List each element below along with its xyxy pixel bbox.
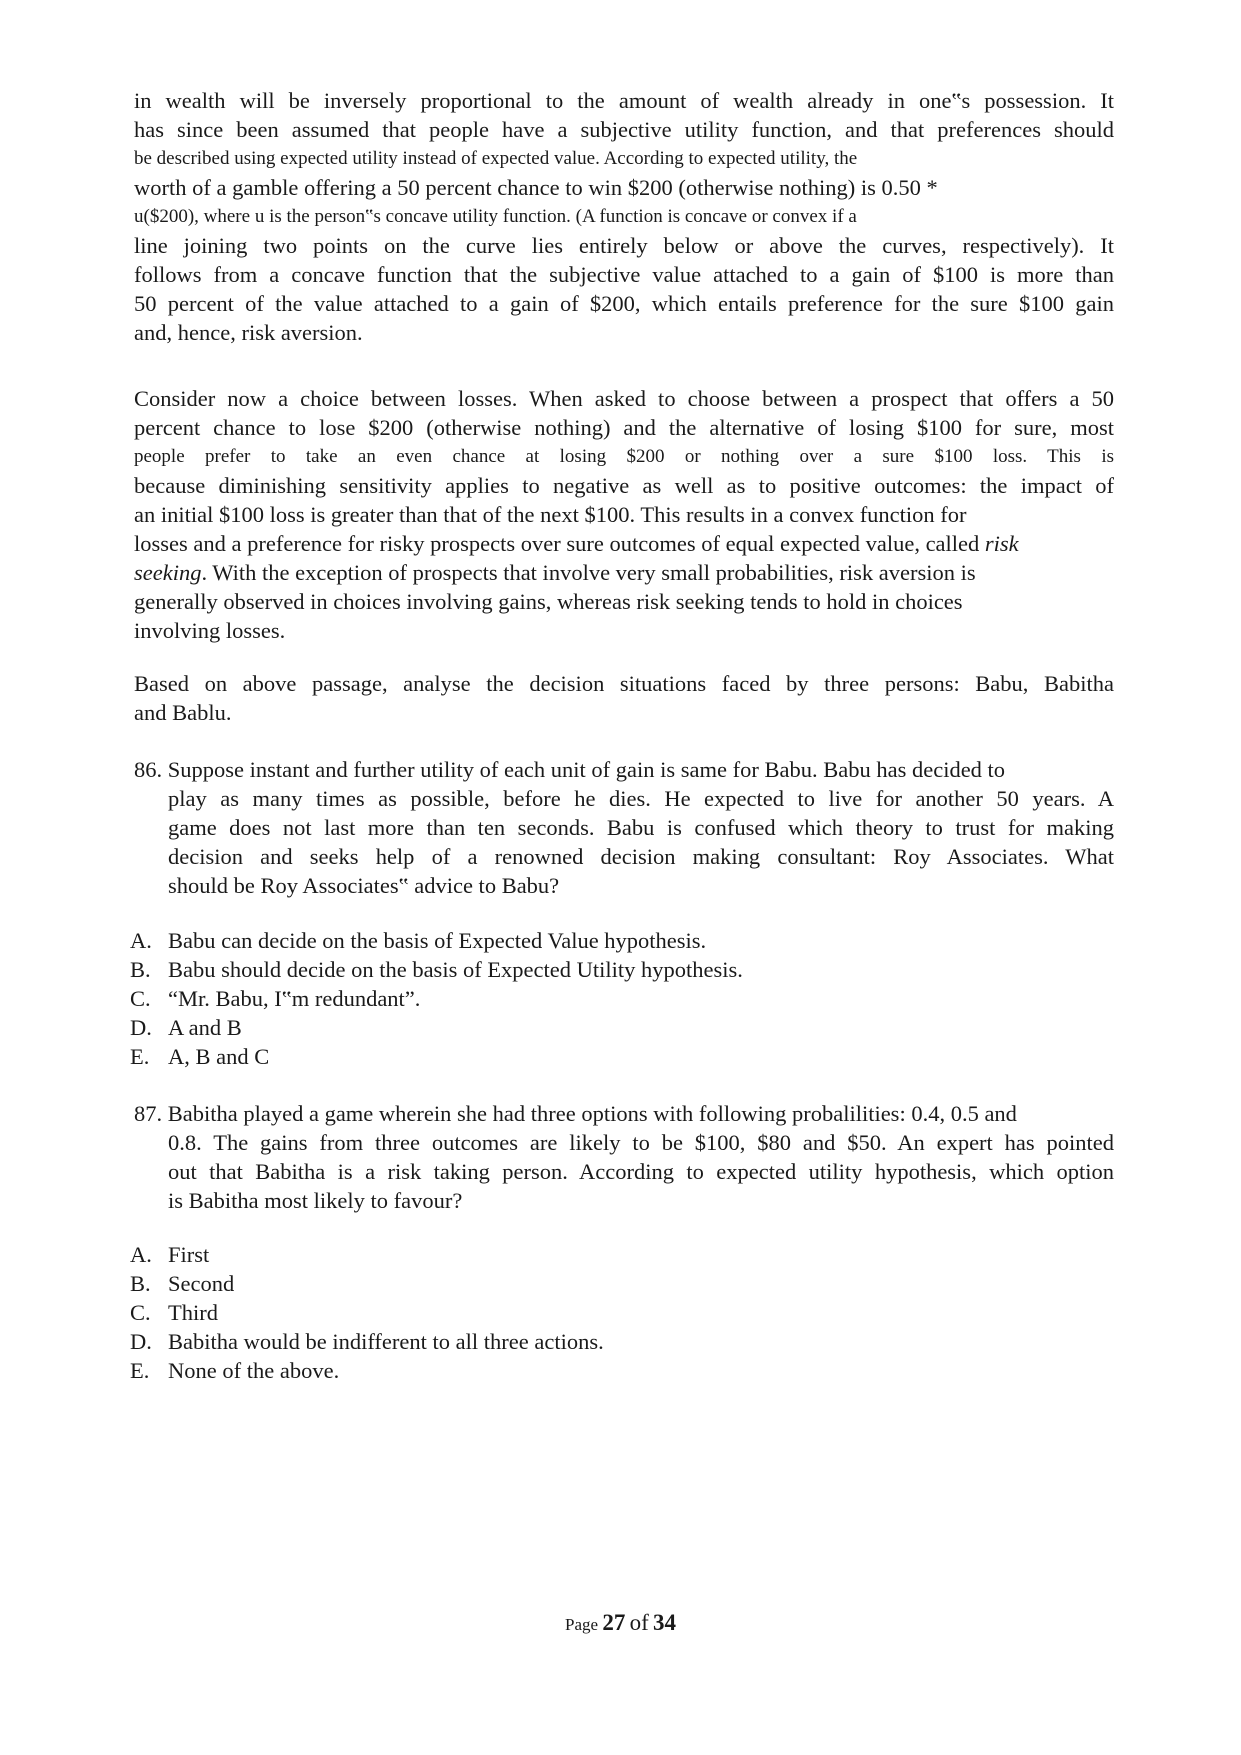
option-letter: E. bbox=[130, 1358, 150, 1383]
option-letter: B. bbox=[130, 957, 151, 982]
page-number: 27 bbox=[602, 1610, 626, 1635]
question-text-line: is Babitha most likely to favour? bbox=[168, 1188, 463, 1213]
option-text: Babitha would be indifferent to all three actions. bbox=[168, 1329, 604, 1354]
option-letter: A. bbox=[130, 1242, 152, 1267]
option-letter: D. bbox=[130, 1015, 152, 1040]
text-line: 50 percent of the value attached to a gain of $200, which entails preference for the sure $100 gain bbox=[134, 291, 1114, 316]
text-span: . With the exception of prospects that involve very small probabilities, risk aversion is bbox=[201, 560, 976, 585]
text-line: worth of a gamble offering a 50 percent chance to win $200 (otherwise nothing) is 0.50 * bbox=[134, 175, 938, 200]
page-total: 34 bbox=[652, 1610, 676, 1635]
option-text: Third bbox=[168, 1300, 218, 1325]
italic-term: risk bbox=[984, 531, 1019, 556]
question-first-line bbox=[134, 1099, 1114, 1128]
option-text: First bbox=[168, 1242, 210, 1267]
question-text-line: should be Roy Associates‟ advice to Babu? bbox=[168, 873, 560, 898]
text-line: u($200), where u is the person‟s concave utility function. (A function is concave or convex if a bbox=[134, 206, 857, 227]
option-text: Second bbox=[168, 1271, 235, 1296]
option-text: A and B bbox=[168, 1015, 242, 1040]
option-text: Babu can decide on the basis of Expected Value hypothesis. bbox=[168, 928, 707, 953]
option-letter: C. bbox=[130, 986, 151, 1011]
option-87-b[interactable] bbox=[130, 1269, 234, 1298]
question-86 bbox=[134, 755, 1114, 900]
page-word: Page bbox=[565, 1615, 599, 1634]
paragraph-losses bbox=[134, 384, 1114, 645]
text-line: line joining two points on the curve lies entirely below or above the curves, respectively). It bbox=[134, 233, 1114, 258]
paragraph-instructions bbox=[134, 669, 1114, 727]
option-letter: B. bbox=[130, 1271, 151, 1296]
option-86-a[interactable] bbox=[130, 926, 706, 955]
option-86-c[interactable] bbox=[130, 984, 420, 1013]
question-text-line: 0.8. The gains from three outcomes are likely to be $100, $80 and $50. An expert has pointed bbox=[168, 1130, 1114, 1155]
text-line: involving losses. bbox=[134, 618, 286, 643]
text-line: and, hence, risk aversion. bbox=[134, 320, 363, 345]
text-line: Consider now a choice between losses. When asked to choose between a prospect that offers a 50 bbox=[134, 386, 1114, 411]
option-87-d[interactable] bbox=[130, 1327, 604, 1356]
question-text: Babitha played a game wherein she had three options with following probalilities: 0.4, 0.5 and bbox=[162, 1101, 1017, 1126]
text-line: has since been assumed that people have a subjective utility function, and that preferences should bbox=[134, 117, 1114, 142]
text-line: because diminishing sensitivity applies to negative as well as to positive outcomes: the impact of bbox=[134, 473, 1114, 498]
option-letter: D. bbox=[130, 1329, 152, 1354]
page-number-footer bbox=[0, 1610, 1241, 1636]
option-86-e[interactable] bbox=[130, 1042, 269, 1071]
option-text: A, B and C bbox=[168, 1044, 270, 1069]
option-86-d[interactable] bbox=[130, 1013, 242, 1042]
text-line: and Bablu. bbox=[134, 700, 232, 725]
question-first-line bbox=[134, 755, 1114, 784]
option-text: “Mr. Babu, I‟m redundant”. bbox=[168, 986, 421, 1011]
text-line: an initial $100 loss is greater than that of the next $100. This results in a convex function for bbox=[134, 502, 967, 527]
option-87-a[interactable] bbox=[130, 1240, 209, 1269]
option-letter: E. bbox=[130, 1044, 150, 1069]
option-87-c[interactable] bbox=[130, 1298, 218, 1327]
option-letter: A. bbox=[130, 928, 152, 953]
question-text-line: out that Babitha is a risk taking person. According to expected utility hypothesis, which option bbox=[168, 1159, 1114, 1184]
option-86-b[interactable] bbox=[130, 955, 743, 984]
question-text-line: play as many times as possible, before he dies. He expected to live for another 50 years. A bbox=[168, 786, 1114, 811]
text-line bbox=[134, 558, 1114, 587]
of-word: of bbox=[629, 1610, 649, 1635]
question-text-line: decision and seeks help of a renowned decision making consultant: Roy Associates. What bbox=[168, 844, 1114, 869]
question-text-line: game does not last more than ten seconds. Babu is confused which theory to trust for making bbox=[168, 815, 1114, 840]
option-text: Babu should decide on the basis of Expected Utility hypothesis. bbox=[168, 957, 743, 982]
text-line: be described using expected utility instead of expected value. According to expected utility, the bbox=[134, 148, 858, 169]
italic-term: seeking bbox=[134, 560, 202, 585]
text-line bbox=[134, 529, 1114, 558]
text-line: in wealth will be inversely proportional to the amount of wealth already in one‟s possession. It bbox=[134, 88, 1114, 113]
paragraph-expected-utility bbox=[134, 86, 1114, 347]
option-letter: C. bbox=[130, 1300, 151, 1325]
option-text: None of the above. bbox=[168, 1358, 340, 1383]
question-number: 86. bbox=[134, 757, 163, 782]
option-87-e[interactable] bbox=[130, 1356, 339, 1385]
question-number: 87. bbox=[134, 1101, 163, 1126]
question-text: Suppose instant and further utility of each unit of gain is same for Babu. Babu has decided to bbox=[167, 757, 1006, 782]
text-line: generally observed in choices involving gains, whereas risk seeking tends to hold in choices bbox=[134, 589, 963, 614]
text-line: Based on above passage, analyse the decision situations faced by three persons: Babu, Babitha bbox=[134, 671, 1114, 696]
text-line: percent chance to lose $200 (otherwise nothing) and the alternative of losing $100 for sure, most bbox=[134, 415, 1114, 440]
text-span: losses and a preference for risky prospects over sure outcomes of equal expected value, called bbox=[134, 531, 985, 556]
text-line: follows from a concave function that the subjective value attached to a gain of $100 is more than bbox=[134, 262, 1114, 287]
question-87 bbox=[134, 1099, 1114, 1215]
text-line: people prefer to take an even chance at losing $200 or nothing over a sure $100 loss. This is bbox=[134, 446, 1114, 467]
